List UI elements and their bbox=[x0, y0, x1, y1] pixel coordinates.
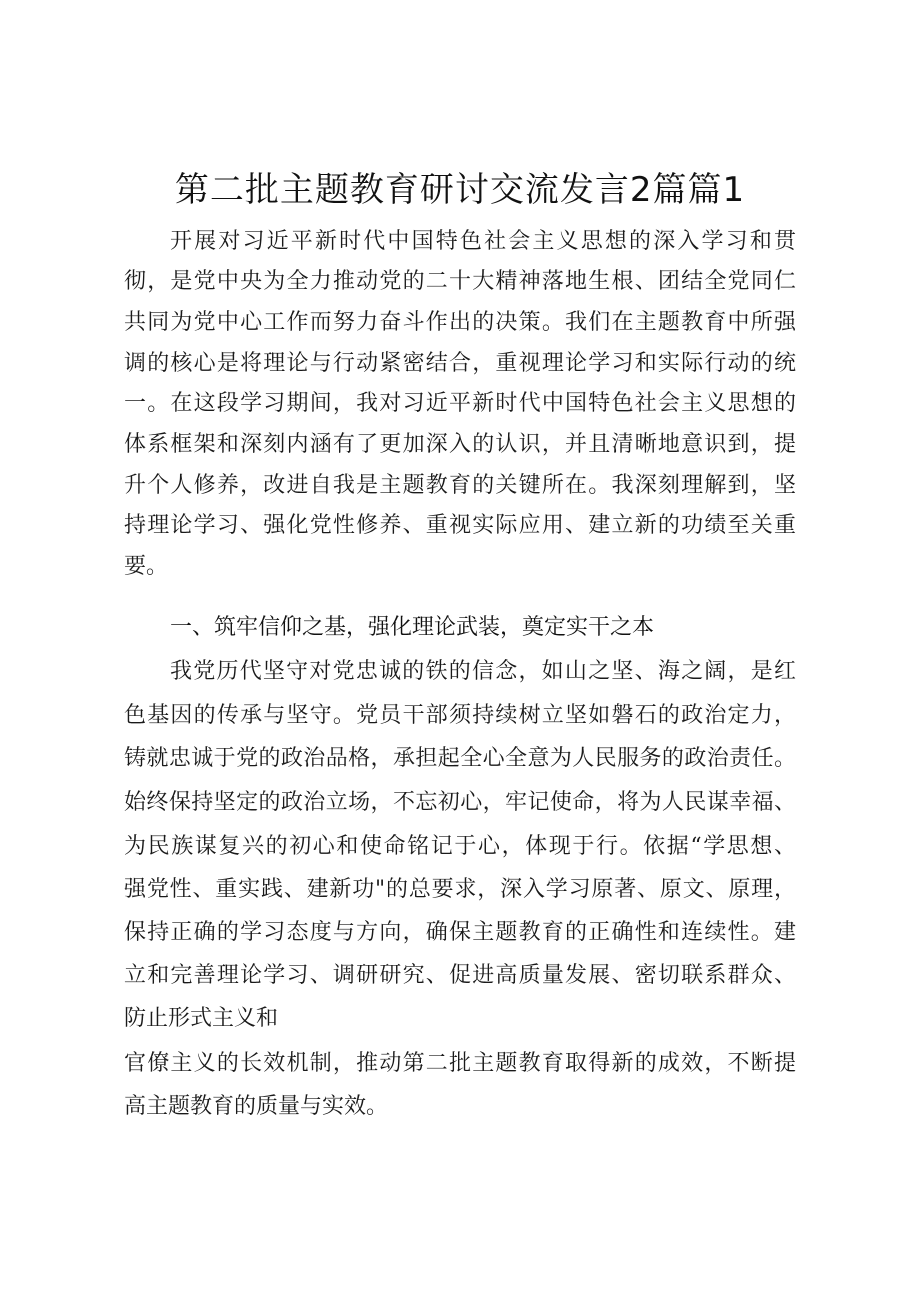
paragraph-line: 为民族谋复兴的初心和使命铭记于心，体现于行。依据“学思想、 bbox=[124, 834, 796, 859]
section-heading: 一、筑牢信仰之基，强化理论武装，奠定实干之本 bbox=[170, 615, 655, 640]
paragraph-line: 持理论学习、强化党性修养、重视实际应用、建立新的功绩至关重 bbox=[124, 513, 796, 538]
paragraph-line: 立和完善理论学习、调研研究、促进高质量发展、密切联系群众、 bbox=[124, 963, 796, 988]
paragraph-line: 调的核心是将理论与行动紧密结合，重视理论学习和实际行动的统 bbox=[124, 351, 796, 376]
paragraph-line: 始终保持坚定的政治立场，不忘初心，牢记使命，将为人民谋幸福、 bbox=[124, 790, 796, 815]
paragraph-line: 共同为党中心工作而努力奋斗作出的决策。我们在主题教育中所强 bbox=[124, 310, 796, 335]
paragraph-line: 防止形式主义和 bbox=[124, 1006, 279, 1031]
paragraph-line: 强党性、重实践、建新功"的总要求，深入学习原著、原文、原理， bbox=[124, 877, 796, 902]
paragraph-line: 官僚主义的长效机制，推动第二批主题教育取得新的成效，不断提 bbox=[124, 1051, 796, 1076]
paragraph-line: 铸就忠诚于党的政治品格，承担起全心全意为人民服务的政治责任。 bbox=[124, 746, 796, 771]
paragraph-line: 保持正确的学习态度与方向，确保主题教育的正确性和连续性。建 bbox=[124, 920, 796, 945]
paragraph-line: 我党历代坚守对党忠诚的铁的信念，如山之坚、海之阔，是红 bbox=[170, 659, 796, 684]
paragraph-line: 一。在这段学习期间，我对习近平新时代中国特色社会主义思想的 bbox=[124, 391, 796, 416]
paragraph-line: 升个人修养，改进自我是主题教育的关键所在。我深刻理解到，坚 bbox=[124, 473, 796, 498]
document-title: 第二批主题教育研讨交流发言2篇篇1 bbox=[174, 170, 746, 210]
paragraph-line: 高主题教育的质量与实效。 bbox=[124, 1094, 389, 1119]
paragraph-line: 要。 bbox=[124, 554, 169, 579]
paragraph-line: 彻，是党中央为全力推动党的二十大精神落地生根、团结全党同仁 bbox=[124, 269, 796, 294]
paragraph-line: 开展对习近平新时代中国特色社会主义思想的深入学习和贯 bbox=[170, 229, 796, 254]
paragraph-line: 体系框架和深刻内涵有了更加深入的认识，并且清晰地意识到，提 bbox=[124, 432, 796, 457]
paragraph-line: 色基因的传承与坚守。党员干部须持续树立坚如磐石的政治定力， bbox=[124, 703, 796, 728]
